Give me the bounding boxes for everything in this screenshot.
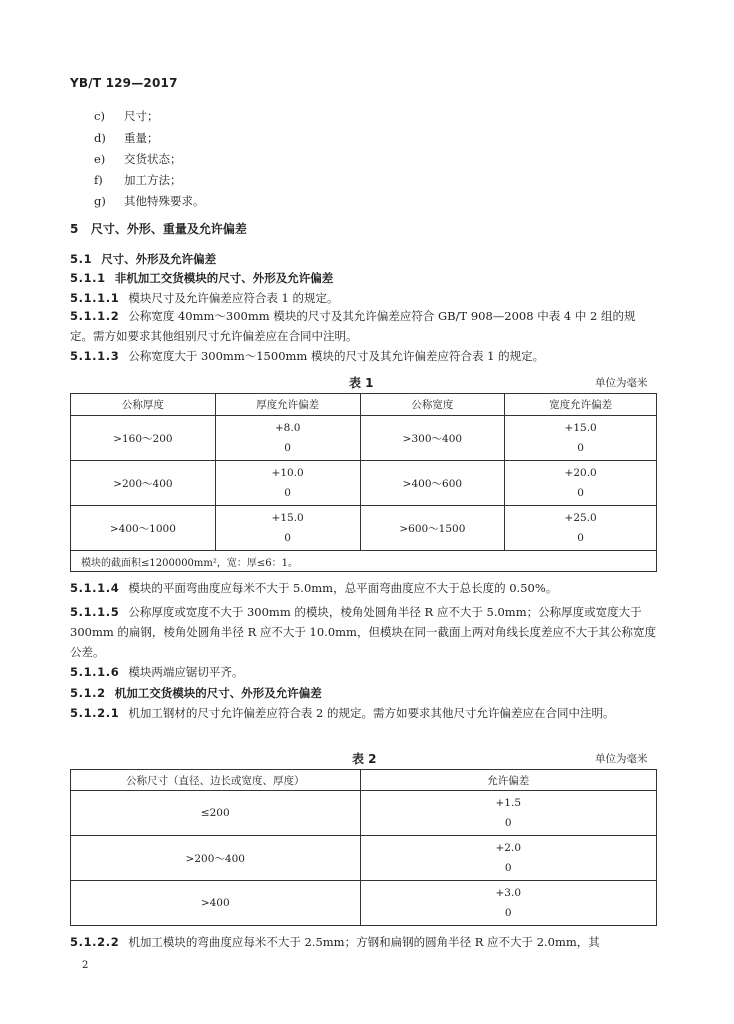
table-cell: >400～1000: [71, 506, 216, 551]
section-title: 机加工交货模块的尺寸、外形及允许偏差: [114, 686, 322, 700]
clause-number: 5.1.2.1: [70, 706, 120, 720]
tolerance-cell: [505, 461, 657, 506]
clause-5-1-2-1: [70, 703, 658, 723]
table-1-caption: 表 1: [349, 376, 374, 390]
tolerance-cell: [360, 881, 657, 926]
clause-5-1-1-4: [70, 580, 557, 596]
clause-text: 模块的平面弯曲度应每米不大于 5.0mm，总平面弯曲度应不大于总长度的 0.50%。: [128, 581, 558, 595]
list-item-label: g): [94, 194, 106, 208]
clause-5-1-1-2: [70, 306, 658, 346]
clause-text: 公称宽度大于 300mm～1500mm 模块的尺寸及其允许偏差应符合表 1 的规定。: [128, 349, 545, 363]
tolerance-minus: 0: [577, 487, 584, 499]
table-cell: >200～400: [71, 836, 361, 881]
table-row: [71, 791, 657, 836]
table-note: 模块的截面积≤1200000mm²，宽：厚≤6：1。: [71, 551, 657, 572]
table-row: [71, 881, 657, 926]
tolerance-minus: 0: [504, 907, 512, 919]
table-2-unit: 单位为毫米: [595, 753, 648, 765]
section-heading-5-1: [70, 251, 216, 267]
table-note-row: [71, 551, 657, 572]
table-row: [71, 416, 657, 461]
section-heading-5-1-2: [70, 685, 322, 701]
tolerance-minus: 0: [504, 862, 512, 874]
table-header-cell: 厚度允许偏差: [215, 394, 360, 416]
tolerance-plus: +2.0: [495, 842, 521, 854]
table-cell: >300～400: [360, 416, 505, 461]
table-1-unit: 单位为毫米: [595, 377, 648, 389]
tolerance-cell: [505, 416, 657, 461]
tolerance-plus: +8.0: [274, 422, 301, 434]
clause-text: 机加工钢材的尺寸允许偏差应符合表 2 的规定。需方如要求其他尺寸允许偏差应在合同中注明。: [128, 706, 615, 720]
tolerance-minus: 0: [284, 487, 291, 499]
list-item: [94, 151, 182, 167]
table-header-cell: 允许偏差: [360, 770, 657, 791]
clause-number: 5.1.1.4: [70, 581, 120, 595]
tolerance-minus: 0: [504, 817, 512, 829]
table-header-cell: 公称尺寸（直径、边长或宽度、厚度）: [71, 770, 361, 791]
list-item-text: 尺寸；: [124, 109, 159, 123]
table-row: [71, 461, 657, 506]
table-2-caption: 表 2: [352, 752, 377, 766]
clause-text: 模块尺寸及允许偏差应符合表 1 的规定。: [128, 291, 339, 305]
section-title: 尺寸、外形及允许偏差: [101, 252, 217, 266]
clause-number: 5.1.1.6: [70, 665, 120, 679]
section-heading-5-1-1: [70, 270, 333, 286]
tolerance-cell: [360, 836, 657, 881]
table-row: [71, 506, 657, 551]
table-1: [70, 393, 657, 572]
tolerance-minus: 0: [577, 442, 584, 454]
table-header-cell: 宽度允许偏差: [505, 394, 657, 416]
list-item-text: 加工方法；: [124, 173, 182, 187]
clause-number: 5.1.1.2: [70, 309, 120, 323]
list-item-text: 其他特殊要求。: [124, 194, 205, 208]
clause-text: 公称宽度 40mm～300mm 模块的尺寸及其允许偏差应符合 GB/T 908—2008 中表 4 中 2 组的规定。需方如要求其他组别尺寸允许偏差应在合同中注明。: [70, 309, 636, 343]
list-item: [94, 108, 159, 124]
tolerance-cell: [215, 416, 360, 461]
tolerance-plus: +10.0: [271, 467, 304, 479]
list-item-label: c): [94, 109, 105, 123]
table-cell: >160～200: [71, 416, 216, 461]
standard-code-header: YB/T 129—2017: [70, 76, 178, 90]
section-number: 5.1.1: [70, 271, 106, 285]
tolerance-minus: 0: [284, 442, 291, 454]
tolerance-cell: [505, 506, 657, 551]
section-number: 5.1.2: [70, 686, 106, 700]
table-row: [71, 836, 657, 881]
tolerance-minus: 0: [284, 532, 291, 544]
list-item: [94, 172, 182, 188]
clause-5-1-2-2: [70, 934, 600, 950]
table-cell: >400: [71, 881, 361, 926]
table-header-row: [71, 770, 657, 791]
list-item: [94, 193, 205, 209]
tolerance-plus: +1.5: [495, 797, 521, 809]
clause-5-1-1-1: [70, 290, 338, 306]
list-item-label: d): [94, 131, 106, 145]
clause-number: 5.1.1.1: [70, 291, 120, 305]
clause-text: 机加工模块的弯曲度应每米不大于 2.5mm；方钢和扁钢的圆角半径 R 应不大于 2.0mm，其: [128, 935, 600, 949]
section-number: 5: [70, 222, 79, 236]
clause-number: 5.1.1.5: [70, 605, 120, 619]
clause-5-1-1-6: [70, 664, 243, 680]
clause-5-1-1-3: [70, 348, 544, 364]
list-item-text: 交货状态；: [124, 152, 182, 166]
table-cell: >600～1500: [360, 506, 505, 551]
section-heading-5: [70, 221, 247, 237]
clause-number: 5.1.2.2: [70, 935, 120, 949]
tolerance-plus: +15.0: [271, 512, 304, 524]
table-header-cell: 公称厚度: [71, 394, 216, 416]
tolerance-cell: [215, 506, 360, 551]
table-header-row: [71, 394, 657, 416]
tolerance-plus: +15.0: [564, 422, 597, 434]
table-2: [70, 769, 657, 926]
table-cell: ≤200: [71, 791, 361, 836]
table-header-cell: 公称宽度: [360, 394, 505, 416]
tolerance-minus: 0: [577, 532, 584, 544]
table-cell: >400～600: [360, 461, 505, 506]
page-number: 2: [82, 960, 89, 971]
tolerance-cell: [215, 461, 360, 506]
list-item: [94, 130, 159, 146]
section-title: 非机加工交货模块的尺寸、外形及允许偏差: [114, 271, 334, 285]
list-item-text: 重量；: [124, 131, 159, 145]
tolerance-plus: +3.0: [495, 887, 521, 899]
list-item-label: f): [94, 173, 103, 187]
tolerance-cell: [360, 791, 657, 836]
clause-number: 5.1.1.3: [70, 349, 120, 363]
clause-5-1-1-5: [70, 602, 658, 662]
list-item-label: e): [94, 152, 106, 166]
section-number: 5.1: [70, 252, 93, 266]
clause-text: 公称厚度或宽度不大于 300mm 的模块，棱角处圆角半径 R 应不大于 5.0mm；公称厚度或宽度大于 300mm 的扁钢，棱角处圆角半径 R 应不大于 10.0mm，但模块在同一截面上两对角线长度差应不大于其公称宽度公差。: [70, 605, 656, 659]
section-title: 尺寸、外形、重量及允许偏差: [90, 222, 247, 236]
table-cell: >200～400: [71, 461, 216, 506]
tolerance-plus: +25.0: [564, 512, 597, 524]
clause-text: 模块两端应锯切平齐。: [128, 665, 244, 679]
tolerance-plus: +20.0: [564, 467, 597, 479]
